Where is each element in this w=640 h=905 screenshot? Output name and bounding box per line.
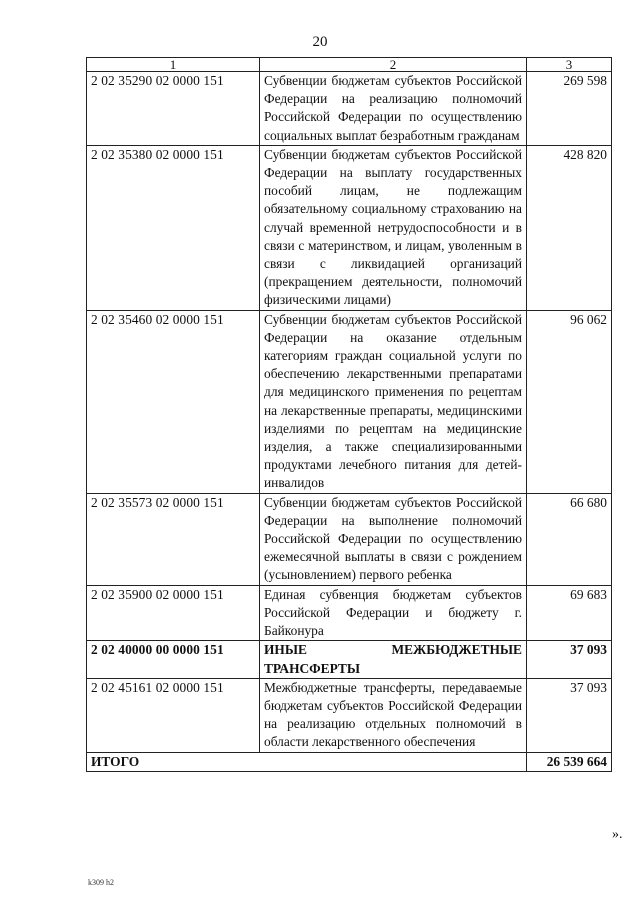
revenue-description: Субвенции бюджетам субъектов Российской Федерации на оказание отдельным категориям граждан социальной услуги по обеспечению лекарственными препаратами для медицинского применения по рецептам на лекарственные препараты, медицинскими изделиями по рецептам на медицинские изделия, а также специализированными продуктами лечебного питания для детей-инвалидов — [260, 310, 527, 493]
column-header-2: 2 — [260, 58, 527, 72]
column-header-1: 1 — [87, 58, 260, 72]
total-row — [87, 752, 612, 771]
revenue-amount: 37 093 — [527, 678, 612, 752]
closing-quote-mark: ». — [612, 827, 623, 842]
revenue-amount: 37 093 — [527, 641, 612, 678]
total-label: ИТОГО — [87, 752, 527, 771]
revenue-description: Субвенции бюджетам субъектов Российской Федерации на выплату государственных пособий лицам, не подлежащим обязательному социальному страхованию на случай временной нетрудоспособности и в связи с материнством, и лицам, уволенным в связи с ликвидацией организаций (прекращением деятельности, полномочий физическими лицами) — [260, 145, 527, 310]
table-row-section — [87, 641, 612, 678]
table-row — [87, 585, 612, 641]
revenue-amount: 96 062 — [527, 310, 612, 493]
revenue-code: 2 02 45161 02 0000 151 — [87, 678, 260, 752]
revenue-description: Единая субвенция бюджетам субъектов Российской Федерации и бюджету г. Байконура — [260, 585, 527, 641]
revenue-code: 2 02 35380 02 0000 151 — [87, 145, 260, 310]
column-header-3: 3 — [527, 58, 612, 72]
revenue-description: ИНЫЕ МЕЖБЮДЖЕТНЫЕ ТРАНСФЕРТЫ — [260, 641, 527, 678]
revenue-description: Межбюджетные трансферты, передаваемые бюджетам субъектов Российской Федерации на реализацию отдельных полномочий в области лекарственного обеспечения — [260, 678, 527, 752]
table-row — [87, 145, 612, 310]
table-row — [87, 493, 612, 585]
table-row — [87, 678, 612, 752]
footer-code: k309 h2 — [88, 878, 114, 887]
revenue-code: 2 02 35460 02 0000 151 — [87, 310, 260, 493]
revenue-description: Субвенции бюджетам субъектов Российской Федерации на выполнение полномочий Российской Федерации по осуществлению ежемесячной выплаты в связи с рождением (усыновлением) первого ребенка — [260, 493, 527, 585]
budget-table — [86, 57, 612, 772]
revenue-amount: 66 680 — [527, 493, 612, 585]
table-row — [87, 72, 612, 146]
revenue-code: 2 02 35900 02 0000 151 — [87, 585, 260, 641]
revenue-code: 2 02 35290 02 0000 151 — [87, 72, 260, 146]
revenue-amount: 428 820 — [527, 145, 612, 310]
table-row — [87, 310, 612, 493]
total-amount: 26 539 664 — [527, 752, 612, 771]
revenue-amount: 69 683 — [527, 585, 612, 641]
revenue-amount: 269 598 — [527, 72, 612, 146]
page-number: 20 — [312, 34, 328, 50]
table-header-row — [87, 58, 612, 72]
revenue-code: 2 02 40000 00 0000 151 — [87, 641, 260, 678]
revenue-description: Субвенции бюджетам субъектов Российской Федерации на реализацию полномочий Российской Федерации по осуществлению социальных выплат безработным гражданам — [260, 72, 527, 146]
revenue-code: 2 02 35573 02 0000 151 — [87, 493, 260, 585]
